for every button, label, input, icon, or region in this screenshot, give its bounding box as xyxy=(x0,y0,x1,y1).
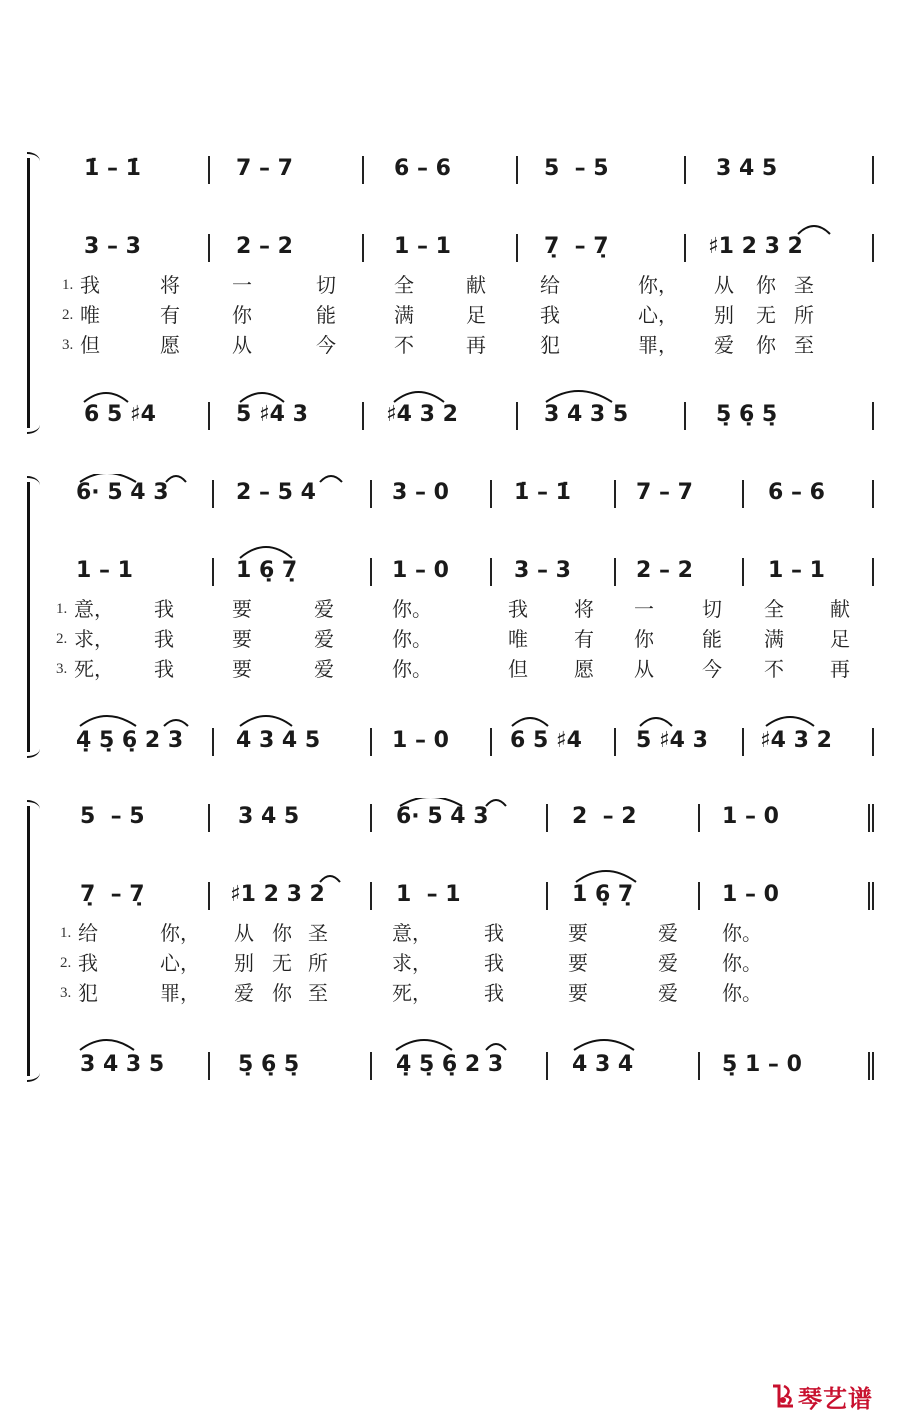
measure: 1̇ – 1̇ xyxy=(84,156,141,181)
measure: 4̣ 5̣ 6̣ 2 3 xyxy=(76,728,184,753)
measure: 4̣ 5̣ 6̣ 2 3 xyxy=(396,1052,504,1077)
lyric-line-2: 2. 唯 有 你 能 满 足 我 心， 别 无 所 xyxy=(62,303,814,327)
measure: 3 – 0 xyxy=(392,480,449,505)
measure: 5̣ 6̣ 5̣ xyxy=(716,402,778,427)
measure: ♯4 3 2 xyxy=(386,402,458,427)
measure: 7̣ – 7̣ xyxy=(80,882,145,907)
measure: ♯1 2 3 2 xyxy=(708,234,803,259)
measure: 1 – 0 xyxy=(722,882,779,907)
measure: 3 4 5 xyxy=(716,156,778,181)
measure: 5 – 5 xyxy=(80,804,145,829)
measure: 1 – 1 xyxy=(396,882,461,907)
lyric-line-1: 1. 我 将 一 切 全 献 给 你， 从 你 圣 xyxy=(62,273,814,297)
measure: 4 3 4 xyxy=(572,1052,634,1077)
lyric-line-3: 3. 死， 我 要 爱 你。 但 愿 从 今 不 再 xyxy=(56,657,850,681)
slur-marks xyxy=(0,474,900,764)
measure: ♯1 2 3 2 xyxy=(230,882,325,907)
lyric-line-3: 3. 犯 罪， 爱 你 至 死， 我 要 爱 你。 xyxy=(60,981,762,1005)
measure: 7̣ – 7̣ xyxy=(544,234,609,259)
lyric-line-2: 2. 求， 我 要 爱 你。 唯 有 你 能 满 足 xyxy=(56,627,850,651)
lyric-line-2: 2. 我 心， 别 无 所 求， 我 要 爱 你。 xyxy=(60,951,762,975)
measure: 1 6̣ 7̣ xyxy=(236,558,298,583)
slur-marks xyxy=(0,798,900,1088)
measure: 5 ♯4 3 xyxy=(236,402,308,427)
measure: 2 – 2 xyxy=(236,234,293,259)
measure: 4 3 4 5 xyxy=(236,728,321,753)
measure: 1 – 0 xyxy=(392,558,449,583)
measure: 7 – 7 xyxy=(236,156,293,181)
measure: 3 – 3 xyxy=(514,558,571,583)
measure: 7 – 7 xyxy=(636,480,693,505)
measure: 1̇ – 1̇ xyxy=(514,480,571,505)
measure: 5̣ 1 – 0 xyxy=(722,1052,802,1077)
lyric-line-1: 1. 给 你， 从 你 圣 意， 我 要 爱 你。 xyxy=(60,921,762,945)
site-logo xyxy=(770,1380,873,1412)
logo-text: 琴艺谱 xyxy=(798,1384,873,1413)
measure: 6 – 6 xyxy=(768,480,825,505)
slur-marks xyxy=(0,150,900,440)
measure: 6 5 ♯4 xyxy=(510,728,582,753)
measure: 3 – 3 xyxy=(84,234,141,259)
measure: 1 – 0 xyxy=(722,804,779,829)
measure: 6· 5 4 3 xyxy=(396,804,489,829)
measure: 1 – 1 xyxy=(76,558,133,583)
measure: 5 – 5 xyxy=(544,156,609,181)
lyric-line-3: 3. 但 愿 从 今 不 再 犯 罪， 爱 你 至 xyxy=(62,333,814,357)
measure: 3 4 3 5 xyxy=(80,1052,165,1077)
measure: 6 – 6 xyxy=(394,156,451,181)
measure: 1 – 1 xyxy=(768,558,825,583)
measure: 2 – 2 xyxy=(636,558,693,583)
measure: 2 – 2 xyxy=(572,804,637,829)
measure: 6· 5 4 3 xyxy=(76,480,169,505)
measure: 1 – 1 xyxy=(394,234,451,259)
measure: 3 4 3 5 xyxy=(544,402,629,427)
measure: ♯4 3 2 xyxy=(760,728,832,753)
lyric-line-1: 1. 意， 我 要 爱 你。 我 将 一 切 全 献 xyxy=(56,597,850,621)
measure: 6 5 ♯4 xyxy=(84,402,156,427)
measure: 1 – 0 xyxy=(392,728,449,753)
measure: 2 – 5 4 xyxy=(236,480,316,505)
music-note-icon xyxy=(770,1382,796,1410)
measure: 1 6̣ 7̣ xyxy=(572,882,634,907)
measure: 3 4 5 xyxy=(238,804,300,829)
measure: 5̣ 6̣ 5̣ xyxy=(238,1052,300,1077)
measure: 5 ♯4 3 xyxy=(636,728,708,753)
